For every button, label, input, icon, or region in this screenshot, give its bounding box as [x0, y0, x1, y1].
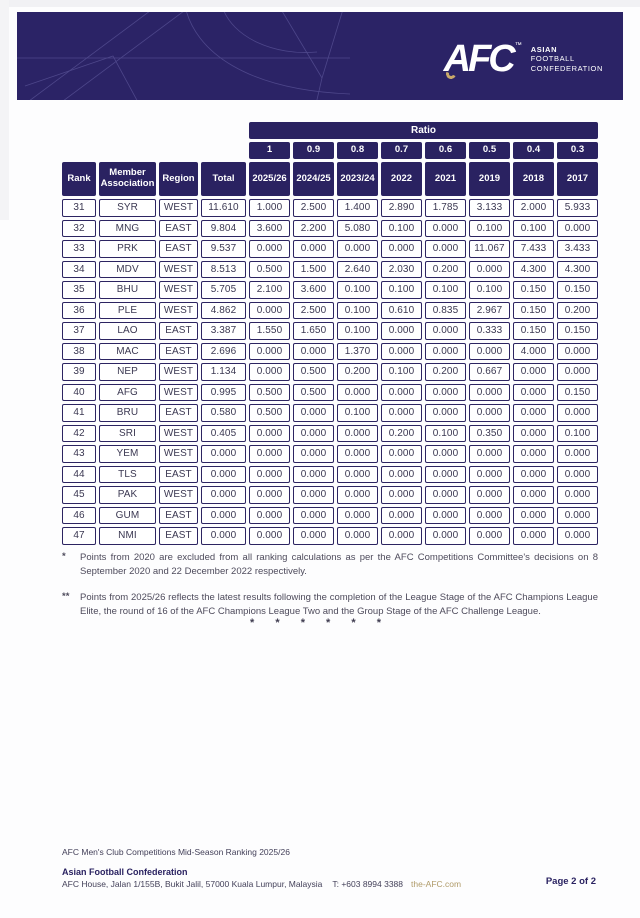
- table-cell: 36: [62, 302, 96, 320]
- table-cell: 0.000: [557, 220, 598, 238]
- table-cell: 0.100: [557, 425, 598, 443]
- page-edge-left: [0, 0, 9, 220]
- table-cell: 45: [62, 486, 96, 504]
- table-cell: 0.000: [249, 343, 290, 361]
- table-row: [62, 527, 598, 545]
- table-cell: 0.000: [337, 240, 378, 258]
- table-cell: 41: [62, 404, 96, 422]
- table-row: [62, 425, 598, 443]
- table-cell: 11.067: [469, 240, 510, 258]
- table-cell: 0.100: [425, 425, 466, 443]
- table-row: [62, 199, 598, 217]
- table-row: [62, 486, 598, 504]
- table-row: [62, 404, 598, 422]
- table-row: [62, 363, 598, 381]
- table-cell: 0.000: [293, 343, 334, 361]
- table-cell: WEST: [159, 445, 198, 463]
- table-cell: 0.000: [249, 425, 290, 443]
- footnote-text: Points from 2025/26 reflects the latest results following the completion of the League Stage of the AFC Champions League Elite, the round of 16 of the AFC Champions League Two and the Group Stage of the AFC Challenge League.: [80, 592, 598, 617]
- ratio-header: Ratio: [249, 122, 598, 139]
- table-cell: 0.000: [557, 527, 598, 545]
- table-cell: 0.000: [513, 425, 554, 443]
- table-cell: 0.000: [201, 466, 246, 484]
- table-cell: 0.000: [337, 466, 378, 484]
- table-cell: MDV: [99, 261, 156, 279]
- table-cell: 0.000: [513, 363, 554, 381]
- table-cell: 1.134: [201, 363, 246, 381]
- table-cell: WEST: [159, 384, 198, 402]
- table-cell: 0.000: [293, 404, 334, 422]
- ratio-value-cell: 0.5: [469, 142, 510, 159]
- table-cell: PRK: [99, 240, 156, 258]
- table-cell: 0.150: [557, 322, 598, 340]
- table-cell: MNG: [99, 220, 156, 238]
- table-cell: 0.000: [293, 425, 334, 443]
- table-cell: 0.000: [381, 507, 422, 525]
- table-cell: 4.300: [557, 261, 598, 279]
- table-cell: 44: [62, 466, 96, 484]
- table-cell: 0.000: [337, 507, 378, 525]
- table-cell: 0.500: [249, 261, 290, 279]
- table-row: [62, 240, 598, 258]
- column-header-cell: Total: [201, 162, 246, 196]
- footer-website-link[interactable]: the-AFC.com: [411, 879, 462, 889]
- table-cell: 0.500: [293, 384, 334, 402]
- table-cell: 0.000: [249, 466, 290, 484]
- table-cell: 0.100: [381, 281, 422, 299]
- table-cell: 0.405: [201, 425, 246, 443]
- afc-header-banner: [17, 12, 623, 100]
- table-row: [62, 322, 598, 340]
- table-cell: 5.933: [557, 199, 598, 217]
- table-cell: EAST: [159, 507, 198, 525]
- table-cell: 0.000: [201, 507, 246, 525]
- table-cell: 0.100: [337, 404, 378, 422]
- table-cell: 3.600: [249, 220, 290, 238]
- table-row: [62, 220, 598, 238]
- table-cell: 4.300: [513, 261, 554, 279]
- table-cell: 0.000: [557, 343, 598, 361]
- table-cell: 37: [62, 322, 96, 340]
- table-header-row: [62, 162, 598, 196]
- table-cell: 0.835: [425, 302, 466, 320]
- table-cell: 38: [62, 343, 96, 361]
- table-cell: 0.000: [381, 240, 422, 258]
- table-cell: 0.000: [513, 384, 554, 402]
- table-cell: WEST: [159, 486, 198, 504]
- afc-wordmark: [444, 40, 520, 78]
- footer-contact-block: [62, 866, 461, 890]
- ratio-value-cell: 1: [249, 142, 290, 159]
- table-cell: 0.000: [381, 322, 422, 340]
- table-cell: 0.000: [557, 507, 598, 525]
- table-cell: 2.890: [381, 199, 422, 217]
- table-cell: BRU: [99, 404, 156, 422]
- table-cell: 0.000: [381, 404, 422, 422]
- afc-logo: [444, 40, 603, 78]
- table-cell: NMI: [99, 527, 156, 545]
- table-cell: 5.080: [337, 220, 378, 238]
- table-cell: 2.000: [513, 199, 554, 217]
- table-cell: EAST: [159, 240, 198, 258]
- table-cell: WEST: [159, 302, 198, 320]
- table-cell: 0.000: [469, 507, 510, 525]
- table-cell: TLS: [99, 466, 156, 484]
- footnote-marker: *: [62, 551, 66, 562]
- table-cell: 11.610: [201, 199, 246, 217]
- table-cell: 0.000: [337, 527, 378, 545]
- table-cell: 1.000: [249, 199, 290, 217]
- table-cell: 1.370: [337, 343, 378, 361]
- table-cell: 9.537: [201, 240, 246, 258]
- trademark-symbol: ™: [514, 42, 522, 49]
- table-cell: 0.200: [381, 425, 422, 443]
- column-header-cell: Member Association: [99, 162, 156, 196]
- table-cell: 0.000: [201, 445, 246, 463]
- org-line-3: CONFEDERATION: [530, 63, 603, 73]
- table-cell: 5.705: [201, 281, 246, 299]
- table-cell: 0.000: [337, 425, 378, 443]
- table-cell: 0.000: [249, 240, 290, 258]
- table-cell: 33: [62, 240, 96, 258]
- table-cell: 0.100: [469, 220, 510, 238]
- table-cell: 0.000: [381, 466, 422, 484]
- table-cell: 0.000: [425, 445, 466, 463]
- table-cell: EAST: [159, 466, 198, 484]
- table-cell: 0.000: [425, 527, 466, 545]
- table-cell: 3.387: [201, 322, 246, 340]
- table-cell: 0.000: [249, 486, 290, 504]
- table-cell: GUM: [99, 507, 156, 525]
- footnote-text: Points from 2020 are excluded from all ranking calculations as per the AFC Competitions Committee's decisions on 8 September 2020 and 22 December 2022 respectively.: [80, 552, 598, 577]
- table-cell: 0.100: [381, 363, 422, 381]
- table-cell: 1.785: [425, 199, 466, 217]
- table-cell: 35: [62, 281, 96, 299]
- ratio-value-cell: 0.7: [381, 142, 422, 159]
- table-row: [62, 507, 598, 525]
- table-cell: 0.000: [249, 507, 290, 525]
- table-cell: LAO: [99, 322, 156, 340]
- footnote-marker: **: [62, 591, 70, 602]
- table-cell: 0.100: [469, 281, 510, 299]
- table-row: [62, 445, 598, 463]
- table-cell: 0.000: [425, 507, 466, 525]
- table-cell: 0.000: [557, 466, 598, 484]
- table-row: [62, 302, 598, 320]
- table-cell: 0.200: [557, 302, 598, 320]
- table-row: [62, 343, 598, 361]
- org-line-1: ASIAN: [530, 44, 558, 54]
- table-cell: 0.150: [557, 384, 598, 402]
- table-cell: EAST: [159, 343, 198, 361]
- asterisk-separator: * * * * * *: [250, 617, 390, 629]
- table-cell: 0.000: [425, 220, 466, 238]
- table-body: [62, 199, 598, 545]
- page-edge-top: [0, 0, 640, 7]
- afc-logo-text: AFC: [443, 38, 513, 80]
- table-cell: 2.696: [201, 343, 246, 361]
- table-cell: 0.000: [513, 404, 554, 422]
- column-header-cell: 2017: [557, 162, 598, 196]
- table-cell: 0.000: [469, 343, 510, 361]
- ratio-values-row: [249, 142, 598, 159]
- table-cell: 1.500: [293, 261, 334, 279]
- table-cell: 4.000: [513, 343, 554, 361]
- table-cell: 0.000: [293, 240, 334, 258]
- table-row: [62, 261, 598, 279]
- column-header-cell: 2024/25: [293, 162, 334, 196]
- table-cell: 0.000: [381, 445, 422, 463]
- table-row: [62, 281, 598, 299]
- table-cell: 0.350: [469, 425, 510, 443]
- table-cell: 0.200: [337, 363, 378, 381]
- table-cell: 0.000: [381, 343, 422, 361]
- table-cell: 0.000: [469, 486, 510, 504]
- table-cell: 0.000: [557, 363, 598, 381]
- table-cell: 2.500: [293, 302, 334, 320]
- ratio-value-cell: 0.9: [293, 142, 334, 159]
- table-cell: 0.000: [557, 486, 598, 504]
- table-cell: BHU: [99, 281, 156, 299]
- table-cell: MAC: [99, 343, 156, 361]
- table-cell: 0.000: [469, 261, 510, 279]
- table-cell: 0.000: [249, 445, 290, 463]
- table-cell: 47: [62, 527, 96, 545]
- table-cell: 2.640: [337, 261, 378, 279]
- table-cell: 1.550: [249, 322, 290, 340]
- table-cell: 0.000: [293, 527, 334, 545]
- document-title: AFC Men's Club Competitions Mid-Season Ranking 2025/26: [62, 847, 290, 857]
- column-header-cell: Rank: [62, 162, 96, 196]
- table-cell: 0.000: [469, 527, 510, 545]
- table-cell: 9.804: [201, 220, 246, 238]
- table-cell: 2.030: [381, 261, 422, 279]
- footer-address: AFC House, Jalan 1/155B, Bukit Jalil, 57000 Kuala Lumpur, Malaysia: [62, 879, 323, 889]
- column-header-cell: 2025/26: [249, 162, 290, 196]
- org-line-2: FOOTBALL: [530, 54, 575, 64]
- ratio-value-cell: 0.6: [425, 142, 466, 159]
- table-cell: 3.133: [469, 199, 510, 217]
- table-cell: 0.500: [249, 384, 290, 402]
- table-cell: EAST: [159, 322, 198, 340]
- table-cell: 3.600: [293, 281, 334, 299]
- table-row: [62, 384, 598, 402]
- table-cell: 40: [62, 384, 96, 402]
- table-cell: 0.000: [513, 466, 554, 484]
- table-cell: 0.000: [201, 527, 246, 545]
- table-cell: 0.995: [201, 384, 246, 402]
- table-cell: 3.433: [557, 240, 598, 258]
- table-cell: EAST: [159, 220, 198, 238]
- footer-org-name: Asian Football Confederation: [62, 867, 188, 877]
- table-cell: 7.433: [513, 240, 554, 258]
- table-cell: PLE: [99, 302, 156, 320]
- table-cell: 1.400: [337, 199, 378, 217]
- table-cell: 0.000: [381, 486, 422, 504]
- table-cell: WEST: [159, 363, 198, 381]
- table-cell: 0.580: [201, 404, 246, 422]
- table-cell: 0.000: [425, 384, 466, 402]
- table-cell: 0.000: [337, 384, 378, 402]
- table-cell: 2.500: [293, 199, 334, 217]
- table-cell: 32: [62, 220, 96, 238]
- table-cell: WEST: [159, 281, 198, 299]
- table-cell: 0.333: [469, 322, 510, 340]
- table-cell: 43: [62, 445, 96, 463]
- ratio-value-cell: 0.4: [513, 142, 554, 159]
- table-cell: 0.150: [513, 281, 554, 299]
- table-cell: 0.000: [293, 466, 334, 484]
- table-cell: 0.100: [337, 322, 378, 340]
- column-header-cell: Region: [159, 162, 198, 196]
- table-cell: EAST: [159, 527, 198, 545]
- table-cell: 0.000: [425, 486, 466, 504]
- table-cell: 0.100: [337, 302, 378, 320]
- table-cell: 0.100: [337, 281, 378, 299]
- table-cell: 0.000: [557, 404, 598, 422]
- table-cell: WEST: [159, 425, 198, 443]
- table-cell: 0.000: [557, 445, 598, 463]
- table-cell: 0.000: [469, 384, 510, 402]
- table-cell: 0.000: [249, 363, 290, 381]
- ratio-value-cell: 0.8: [337, 142, 378, 159]
- column-header-cell: 2021: [425, 162, 466, 196]
- table-cell: 0.000: [249, 527, 290, 545]
- footnote: [62, 551, 598, 578]
- table-cell: 0.100: [381, 220, 422, 238]
- table-cell: 0.150: [513, 302, 554, 320]
- table-cell: SRI: [99, 425, 156, 443]
- table-cell: 0.000: [381, 384, 422, 402]
- table-cell: 2.967: [469, 302, 510, 320]
- table-cell: 2.100: [249, 281, 290, 299]
- table-cell: 0.000: [293, 507, 334, 525]
- table-cell: 2.200: [293, 220, 334, 238]
- column-header-cell: 2022: [381, 162, 422, 196]
- table-cell: 0.100: [513, 220, 554, 238]
- footer-phone: T: +603 8994 3388: [332, 879, 404, 889]
- table-cell: 0.000: [381, 527, 422, 545]
- afc-org-name: [531, 45, 603, 74]
- table-cell: 0.150: [513, 322, 554, 340]
- table-cell: 0.000: [513, 445, 554, 463]
- table-cell: 8.513: [201, 261, 246, 279]
- table-cell: WEST: [159, 261, 198, 279]
- ratio-span-row: [249, 122, 598, 139]
- table-cell: 39: [62, 363, 96, 381]
- table-cell: 0.000: [293, 486, 334, 504]
- table-cell: PAK: [99, 486, 156, 504]
- table-cell: 0.000: [425, 322, 466, 340]
- table-cell: 0.000: [249, 302, 290, 320]
- table-cell: 0.500: [249, 404, 290, 422]
- ranking-table: [62, 122, 598, 548]
- page-number: Page 2 of 2: [545, 876, 596, 887]
- table-cell: 0.000: [469, 445, 510, 463]
- table-cell: 0.000: [425, 240, 466, 258]
- table-cell: 0.000: [337, 486, 378, 504]
- table-cell: 0.000: [513, 486, 554, 504]
- table-cell: YEM: [99, 445, 156, 463]
- table-cell: 0.000: [425, 404, 466, 422]
- table-cell: EAST: [159, 404, 198, 422]
- footer-address-line: [62, 878, 461, 890]
- table-cell: 0.000: [425, 343, 466, 361]
- table-cell: SYR: [99, 199, 156, 217]
- table-cell: 0.000: [425, 466, 466, 484]
- footnote: [62, 591, 598, 618]
- table-cell: 0.200: [425, 261, 466, 279]
- table-cell: 0.500: [293, 363, 334, 381]
- table-cell: 0.000: [201, 486, 246, 504]
- table-cell: 0.000: [513, 507, 554, 525]
- table-cell: AFG: [99, 384, 156, 402]
- table-cell: 0.000: [337, 445, 378, 463]
- table-cell: NEP: [99, 363, 156, 381]
- column-header-cell: 2023/24: [337, 162, 378, 196]
- table-cell: 46: [62, 507, 96, 525]
- table-cell: 4.862: [201, 302, 246, 320]
- table-cell: 31: [62, 199, 96, 217]
- table-cell: 0.610: [381, 302, 422, 320]
- table-cell: 0.000: [293, 445, 334, 463]
- table-cell: 42: [62, 425, 96, 443]
- column-header-cell: 2019: [469, 162, 510, 196]
- ratio-value-cell: 0.3: [557, 142, 598, 159]
- table-cell: 0.000: [513, 527, 554, 545]
- column-header-cell: 2018: [513, 162, 554, 196]
- table-cell: 0.100: [425, 281, 466, 299]
- table-row: [62, 466, 598, 484]
- table-cell: 0.000: [469, 404, 510, 422]
- table-cell: WEST: [159, 199, 198, 217]
- table-cell: 1.650: [293, 322, 334, 340]
- table-cell: 0.150: [557, 281, 598, 299]
- table-cell: 0.000: [469, 466, 510, 484]
- table-cell: 0.667: [469, 363, 510, 381]
- table-cell: 0.200: [425, 363, 466, 381]
- table-cell: 34: [62, 261, 96, 279]
